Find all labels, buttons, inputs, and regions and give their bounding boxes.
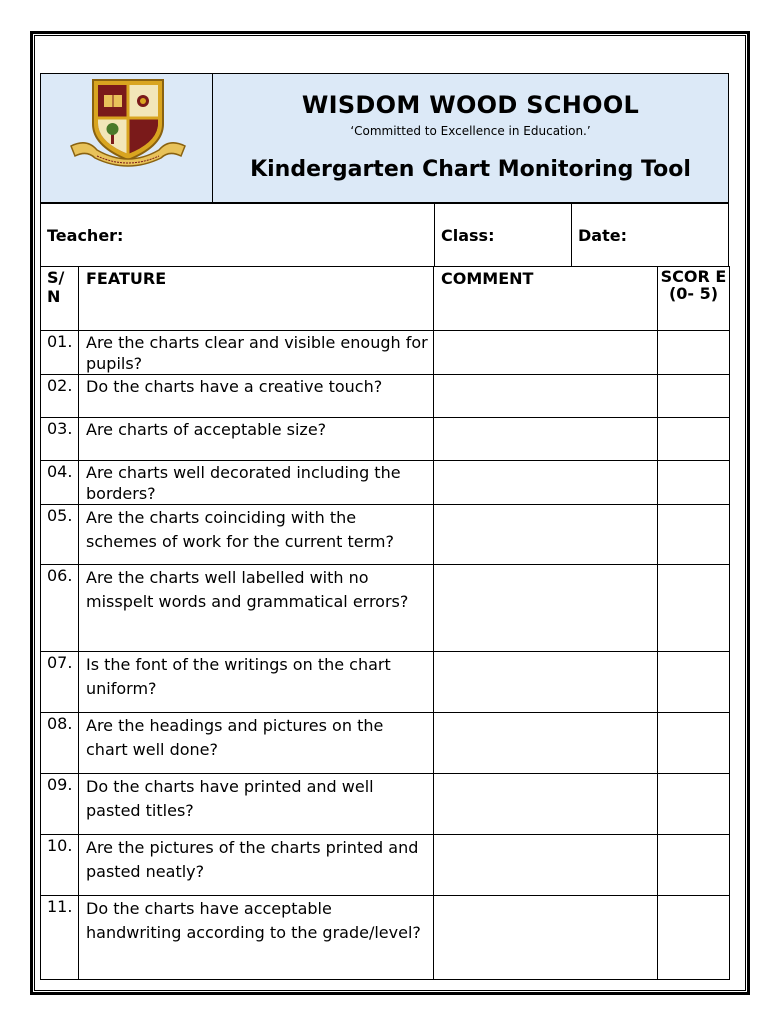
table-row (41, 835, 730, 896)
table-row (41, 713, 730, 774)
comment-cell[interactable] (434, 774, 658, 835)
date-field[interactable]: Date: (572, 204, 729, 267)
comment-cell[interactable] (434, 896, 658, 980)
row-feature: Do the charts have a creative touch? (79, 375, 434, 418)
form-header (40, 73, 729, 203)
column-header-feature: FEATURE (79, 267, 434, 331)
comment-cell[interactable] (434, 418, 658, 461)
table-row (41, 418, 730, 461)
teacher-field[interactable]: Teacher: (41, 204, 435, 267)
school-name: WISDOM WOOD SCHOOL (301, 91, 640, 119)
table-row (41, 774, 730, 835)
class-field[interactable]: Class: (435, 204, 572, 267)
row-number: 04. (41, 461, 79, 505)
table-header-row (41, 267, 730, 331)
row-feature: Do the charts have acceptable handwriting according to the grade/level? (79, 896, 434, 980)
table-row (41, 896, 730, 980)
row-number: 10. (41, 835, 79, 896)
table-row (41, 565, 730, 652)
comment-cell[interactable] (434, 461, 658, 505)
column-header-sn: S/ N (41, 267, 79, 331)
row-feature: Are the charts well labelled with no misspelt words and grammatical errors? (79, 565, 434, 652)
row-feature: Are the charts clear and visible enough for pupils? (79, 331, 434, 375)
info-table (40, 203, 729, 267)
row-number: 03. (41, 418, 79, 461)
row-feature: Are charts of acceptable size? (79, 418, 434, 461)
score-cell[interactable] (658, 713, 730, 774)
score-cell[interactable] (658, 331, 730, 375)
row-feature: Are charts well decorated including the borders? (79, 461, 434, 505)
score-cell[interactable] (658, 774, 730, 835)
comment-cell[interactable] (434, 652, 658, 713)
comment-cell[interactable] (434, 713, 658, 774)
school-crest-icon (67, 76, 189, 170)
score-cell[interactable] (658, 565, 730, 652)
score-cell[interactable] (658, 375, 730, 418)
column-header-comment: COMMENT (434, 267, 658, 331)
row-feature: Are the pictures of the charts printed and pasted neatly? (79, 835, 434, 896)
row-number: 05. (41, 505, 79, 565)
comment-cell[interactable] (434, 565, 658, 652)
row-number: 01. (41, 331, 79, 375)
row-feature: Are the headings and pictures on the chart well done? (79, 713, 434, 774)
row-number: 02. (41, 375, 79, 418)
column-header-score: SCOR E (0- 5) (658, 267, 730, 331)
score-cell[interactable] (658, 835, 730, 896)
row-number: 11. (41, 896, 79, 980)
score-cell[interactable] (658, 652, 730, 713)
table-row (41, 461, 730, 505)
table-row (41, 505, 730, 565)
monitoring-table (40, 266, 730, 980)
score-cell[interactable] (658, 505, 730, 565)
tool-title: Kindergarten Chart Monitoring Tool (250, 157, 691, 182)
score-cell[interactable] (658, 461, 730, 505)
table-row (41, 331, 730, 375)
school-motto: ‘Committed to Excellence in Education.’ (350, 124, 591, 138)
table-row (41, 375, 730, 418)
row-feature: Is the font of the writings on the chart uniform? (79, 652, 434, 713)
score-cell[interactable] (658, 896, 730, 980)
row-number: 09. (41, 774, 79, 835)
comment-cell[interactable] (434, 505, 658, 565)
comment-cell[interactable] (434, 375, 658, 418)
row-feature: Do the charts have printed and well pasted titles? (79, 774, 434, 835)
row-number: 07. (41, 652, 79, 713)
row-number: 08. (41, 713, 79, 774)
comment-cell[interactable] (434, 835, 658, 896)
comment-cell[interactable] (434, 331, 658, 375)
row-number: 06. (41, 565, 79, 652)
row-feature: Are the charts coinciding with the schemes of work for the current term? (79, 505, 434, 565)
logo-cell (41, 74, 213, 202)
score-cell[interactable] (658, 418, 730, 461)
table-row (41, 652, 730, 713)
